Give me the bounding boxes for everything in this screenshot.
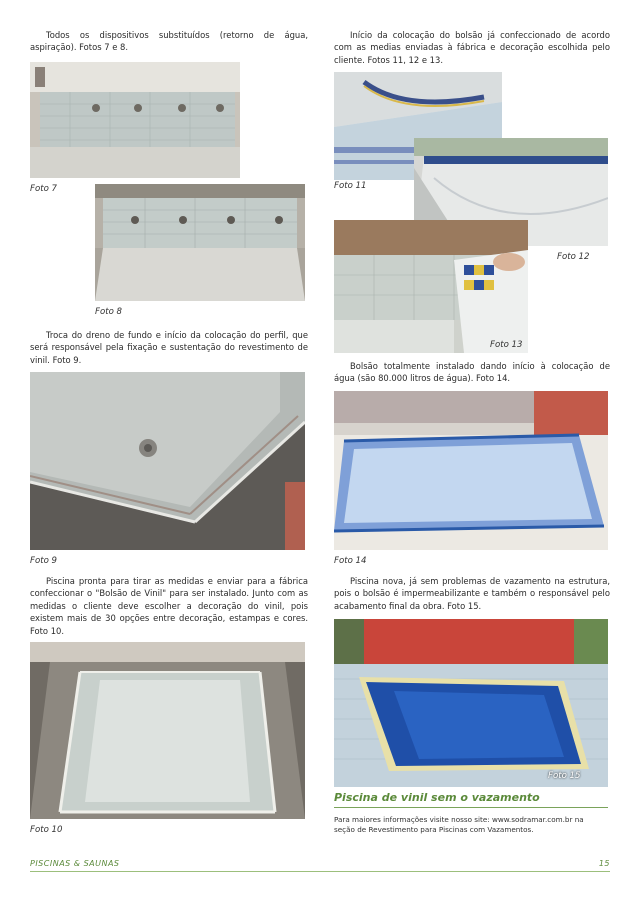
paragraph-foto-14: Bolsão totalmente instalado dando início à colocação de água (são 80.000 litros de água). Foto 14. xyxy=(334,361,610,384)
sidebar-rule xyxy=(334,807,608,808)
footer-rule xyxy=(30,871,610,872)
caption-foto-13: Foto 13 xyxy=(490,340,523,350)
caption-foto-10: Foto 10 xyxy=(30,825,63,835)
photo-14 xyxy=(334,391,608,550)
paragraph-foto-15: Piscina nova, já sem problemas de vazamento na estrutura, pois o bolsão é impermeabilizante e também o responsável pelo acabamento final da obra. Foto 15. xyxy=(334,576,610,611)
caption-foto-11: Foto 11 xyxy=(334,181,367,191)
paragraph-foto-10: Piscina pronta para tirar as medidas e enviar para a fábrica confeccionar o "Bolsão de Vinil" para ser instalado. Junto com as medidas o cliente deve escolher a decoração do vinil, pois existem mais de 30 opções entre decoração, estampas e cores. Foto 10. xyxy=(30,576,308,636)
photo-9 xyxy=(30,372,305,550)
magazine-name: PISCINAS & SAUNAS xyxy=(30,859,120,868)
caption-foto-9: Foto 9 xyxy=(30,556,58,566)
caption-foto-7: Foto 7 xyxy=(30,184,58,194)
caption-foto-8: Foto 8 xyxy=(95,307,123,317)
photo-15 xyxy=(334,619,608,787)
page-number: 15 xyxy=(598,859,610,868)
photo-10 xyxy=(30,642,305,819)
paragraph-fotos-11-13: Início da colocação do bolsão já confeccionado de acordo com as medias enviadas à fábrica e decoração escolhida pelo cliente. Fotos 11, 12 e 13. xyxy=(334,30,610,65)
paragraph-foto-9: Troca do dreno de fundo e início da colocação do perfil, que será responsável pela fixação e sustentação do revestimento de vinil. Foto 9. xyxy=(30,330,308,365)
caption-foto-15: Foto 15 xyxy=(548,771,581,781)
photo-7 xyxy=(30,62,240,178)
caption-foto-12: Foto 12 xyxy=(557,252,590,262)
paragraph-fotos-7-8: Todos os dispositivos substituídos (retorno de água, aspiração). Fotos 7 e 8. xyxy=(30,30,308,53)
photo-13 xyxy=(334,220,528,353)
sidebar-heading: Piscina de vinil sem o vazamento xyxy=(334,791,540,804)
photo-8 xyxy=(95,184,305,301)
sidebar-note: Para maiores informações visite nosso site: www.sodramar.com.br na seção de Revestimento para Piscinas com Vazamentos. xyxy=(334,815,584,834)
caption-foto-14: Foto 14 xyxy=(334,556,367,566)
